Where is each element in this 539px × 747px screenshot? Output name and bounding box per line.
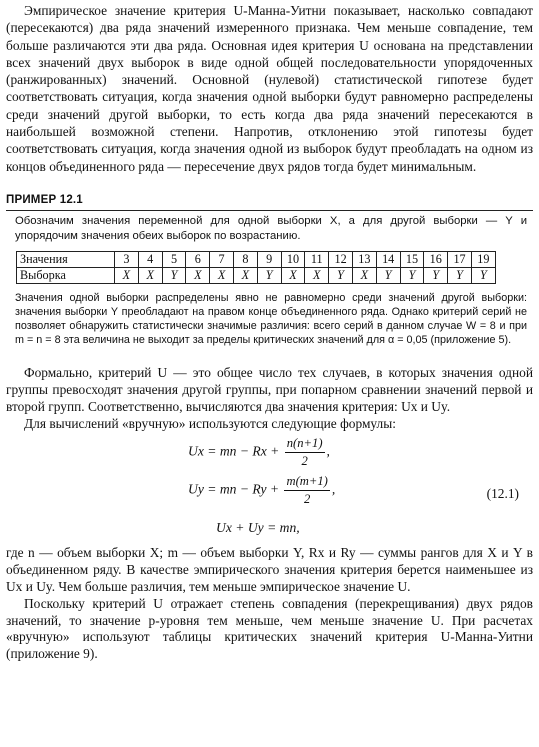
sample-cell: X [210, 267, 234, 283]
sample-cell: Y [257, 267, 281, 283]
value-cell: 5 [162, 251, 186, 267]
example-text: Обозначим значения переменной для одной выборки X, а для другой выборки — Y и упорядочим значения обеих выборок по возрастанию. [15, 214, 527, 243]
sample-cell: Y [162, 267, 186, 283]
manual-paragraph: Для вычислений «вручную» используются следующие формулы: [24, 416, 396, 432]
value-cell: 17 [448, 251, 472, 267]
value-cell: 14 [376, 251, 400, 267]
formula-ux-numerator: n(n+1) [285, 436, 325, 453]
sample-cell: X [352, 267, 376, 283]
sample-cell: Y [471, 267, 495, 283]
value-cell: 7 [210, 251, 234, 267]
sample-cell: Y [448, 267, 472, 283]
sample-cell: Y [329, 267, 353, 283]
since-paragraph: Поскольку критерий U отражает степень совпадения (перекрещивания) двух рядов значений, то значение p-уровня тем меньше, чем меньше значение U. При расчетах «вручную» используют таблицы критических значений критерия U-Манна-Уитни (приложение 9). [6, 595, 533, 662]
value-cell: 6 [186, 251, 210, 267]
where-paragraph: где n — объем выборки X; m — объем выборки Y, Rx и Ry — суммы рангов для X и Y в объединенном ряду. В качестве эмпирического значения критерия берется наименьшее из Ux и Uy. Чем больше различия, тем меньше эмпирическое значение U. [6, 545, 533, 594]
sample-cell: X [138, 267, 162, 283]
formula-uy-numerator: m(m+1) [284, 474, 329, 491]
values-row-label: Значения [17, 251, 115, 267]
value-cell: 11 [305, 251, 329, 267]
example-title: ПРИМЕР 12.1 [6, 193, 83, 206]
sample-cell: X [115, 267, 139, 283]
formula-ux-lhs: Ux = mn − Rx + [188, 443, 280, 459]
formula-uy-denominator: 2 [304, 492, 311, 507]
samples-row [17, 267, 496, 283]
sample-cell: X [281, 267, 305, 283]
sample-cell: Y [376, 267, 400, 283]
example-box [6, 210, 533, 354]
sample-cell: X [186, 267, 210, 283]
formula-sum: Ux + Uy = mn, [216, 520, 300, 536]
sample-cell: Y [400, 267, 424, 283]
value-cell: 15 [400, 251, 424, 267]
formula-ux: Ux = mn − Rx + $\frac{n(n+1)}{2}$ , [188, 436, 330, 469]
value-cell: 9 [257, 251, 281, 267]
values-row [17, 251, 496, 267]
value-cell: 16 [424, 251, 448, 267]
intro-paragraph: Эмпирическое значение критерия U-Манна-Уитни показывает, насколько совпадают (пересекаются) два ряда значений измеренного признака. Чем меньше совпадение, тем больше различаются эти два ряда. Основная идея критерия U основана на представлении всех значений двух выборок в виде одной общей последовательности упорядоченных (ранжированных) значений. Основной (нулевой) статистической гипотезе будет соответствовать ситуация, когда значения одной выборки будут равномерно распределены среди значений другой выборки, то есть когда два ряда значений пересекаются в наибольшей возможной степени. Напротив, отклонению этой гипотезы будет соответствовать ситуация, когда значения одной из выборок будут преобладать на одном из концов объединенного ряда — пересечение двух рядов тогда будет минимальным. [6, 3, 533, 174]
sample-cell: Y [424, 267, 448, 283]
page [6, 0, 533, 663]
sample-cell: X [305, 267, 329, 283]
formula-uy: Uy = mn − Ry + $\frac{m(m+1)}{2}$ , [188, 474, 336, 507]
value-cell: 12 [329, 251, 353, 267]
value-cell: 3 [115, 251, 139, 267]
value-cell: 4 [138, 251, 162, 267]
value-cell: 10 [281, 251, 305, 267]
ranks-table [16, 251, 496, 284]
example-note: Значения одной выборки распределены явно не равномерно среди значений другой выборки: значения выборки Y преобладают на правом конце объединенного ряда. Однако критерий серий не позволяет обнаружить статистически значимые различия: всего серий в данном случае W = 8 и при m = n = 8 эта величина не выходит за пределы критических значений для α = 0,05 (приложение 5). [15, 291, 527, 346]
samples-row-label: Выборка [17, 267, 115, 283]
equation-number: (12.1) [486, 486, 519, 502]
formula-uy-lhs: Uy = mn − Ry + [188, 481, 280, 497]
formula-ux-denominator: 2 [301, 454, 308, 469]
sample-cell: X [233, 267, 257, 283]
formula-uy-fraction [284, 474, 329, 507]
value-cell: 13 [352, 251, 376, 267]
value-cell: 19 [471, 251, 495, 267]
formula-ux-fraction [285, 436, 325, 469]
formal-paragraph: Формально, критерий U — это общее число тех случаев, в которых значения одной группы превосходят значения другой группы, при попарном сравнении значений первой и второй групп. Соответственно, вычисляются два значения критерия: Ux и Uy. [6, 364, 533, 415]
formula-block [6, 436, 533, 542]
value-cell: 8 [233, 251, 257, 267]
